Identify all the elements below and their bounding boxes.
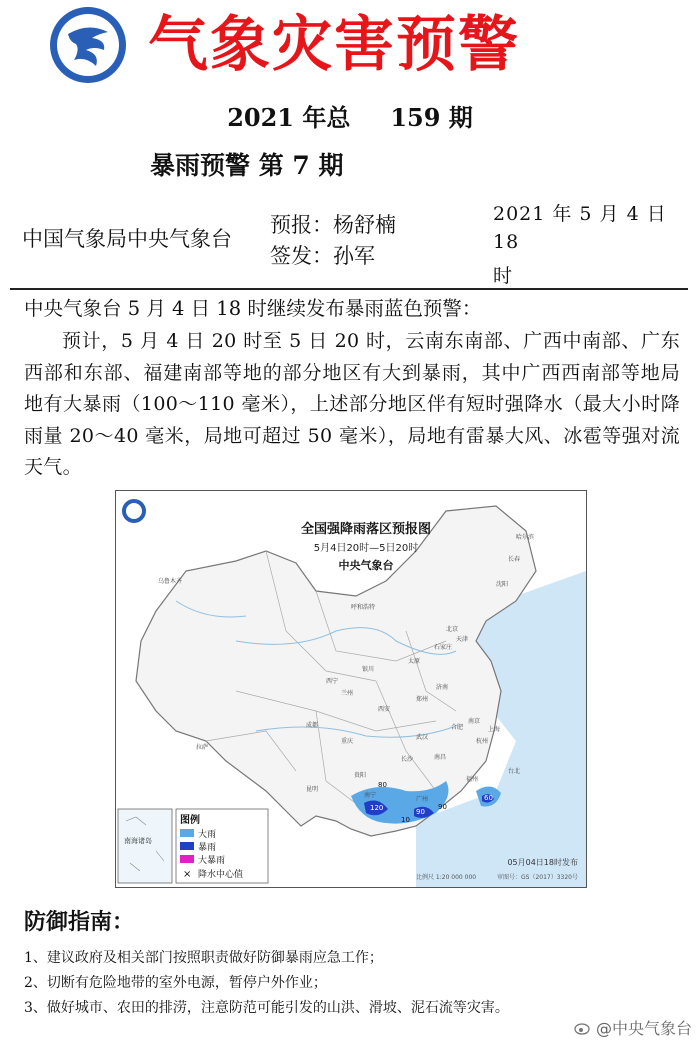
list-item: 3、做好城市、农田的排涝，注意防范可能引发的山洪、滑坡、泥石流等灾害。 [24,1000,509,1016]
legend-swatch-heavy [180,829,194,837]
issue-number [0,98,700,138]
city-label: 杭州 [476,738,489,745]
city-label: 台北 [508,768,521,775]
map-source: 中央气象台 [338,559,394,572]
forecast-map-graphic [116,491,586,887]
cma-logo-icon [46,4,130,86]
city-label: 拉萨 [196,744,209,751]
city-label: 福州 [466,776,479,783]
defense-guide-list [24,946,684,1021]
city-label: 天津 [456,636,469,643]
weibo-watermark [574,1018,692,1040]
document-title: 气象灾害预警 [148,10,520,80]
city-label: 兰州 [341,690,354,697]
city-label: 郑州 [416,696,429,703]
legend-title: 图例 [180,815,200,826]
legend-center-symbol: × [183,869,192,880]
forecaster: 预报：杨舒楠 [270,213,396,237]
cma-logo [46,4,130,86]
legend-swatch-severe [180,855,194,863]
city-label: 南昌 [434,754,447,761]
map-title: 全国强降雨落区预报图 [300,522,432,537]
issue-year: 2021 年总 [227,103,351,132]
city-label: 重庆 [341,738,354,745]
watermark-text: @中央气象台 [595,1019,692,1038]
issue-date-line2: 时 [493,265,514,287]
city-label: 北京 [446,626,459,633]
map-time-range: 5月4日20时—5日20时 [313,543,419,554]
city-label: 乌鲁木齐 [158,578,183,585]
legend-label-3: 降水中心值 [198,870,244,880]
city-label: 贵阳 [354,772,367,779]
warning-headline: 中央气象台 5 月 4 日 18 时继续发布暴雨蓝色预警： [24,297,482,320]
city-label: 长春 [508,556,521,563]
city-label: 上海 [488,726,501,733]
warning-issue: 暴雨预警 第 7 期 [150,151,344,180]
warning-body: 预计，5 月 4 日 20 时至 5 日 20 时，云南东南部、广西中南部、广东西部和东部、福建南部等地的部分地区有大到暴雨，其中广西西南部等地局地有大暴雨（100～110 毫米），上述部分地区伴有短时强降水（最大小时降雨量 20～40 毫米，局地可超过 50 毫米），局地有雷暴大风、冰雹等强对流天气。 [24,330,680,478]
city-label: 太原 [408,658,421,665]
center-value: 90 [416,808,425,816]
city-label: 武汉 [416,734,429,741]
legend-label-1: 暴雨 [198,843,217,853]
list-item: 1、建议政府及相关部门按照职责做好防御暴雨应急工作； [24,950,383,966]
city-label: 呼和浩特 [351,604,376,611]
city-label: 南京 [468,718,481,725]
map-legend [176,809,268,883]
issuing-agency: 中国气象局中央气象台 [22,227,232,251]
map-issued-time: 05月04日18时发布 [507,858,578,867]
city-label: 昆明 [306,786,319,793]
header-divider [10,288,688,290]
city-label: 成都 [306,722,319,729]
list-item: 2、切断有危险地带的室外电源，暂停户外作业； [24,975,327,991]
city-label: 广州 [416,796,429,803]
map-scale: 比例尺 1:20 000 000 [416,874,477,881]
center-value: 120 [370,804,384,812]
center-value: 80 [378,781,387,789]
city-label: 南宁 [364,792,377,799]
defense-guide-title: 防御指南： [24,909,135,935]
legend-swatch-storm [180,842,194,850]
city-label: 西安 [378,706,391,713]
legend-label-2: 大暴雨 [198,856,226,866]
south-china-sea-inset [118,809,172,883]
issue-date-line1: 2021 年 5 月 4 日 18 [493,203,667,253]
city-label: 银川 [362,666,375,673]
issuer: 签发：孙军 [270,244,375,268]
issue-count: 159 期 [390,103,473,132]
city-label: 济南 [436,684,449,691]
weibo-icon [574,1021,592,1035]
city-label: 长沙 [401,756,414,763]
center-value: 90 [438,803,447,811]
forecast-map [115,490,587,888]
city-label: 合肥 [451,724,464,731]
legend-label-0: 大雨 [198,830,217,840]
city-label: 沈阳 [496,581,509,588]
center-value: 10 [401,816,410,824]
city-label: 哈尔滨 [516,534,535,541]
city-label: 西宁 [326,678,339,685]
issue-date [493,200,698,290]
inset-label: 南海诸岛 [124,837,152,845]
city-label: 石家庄 [434,644,453,651]
map-review-number: 审图号：GS（2017）3320号 [497,874,578,881]
center-value: 60 [484,794,493,802]
